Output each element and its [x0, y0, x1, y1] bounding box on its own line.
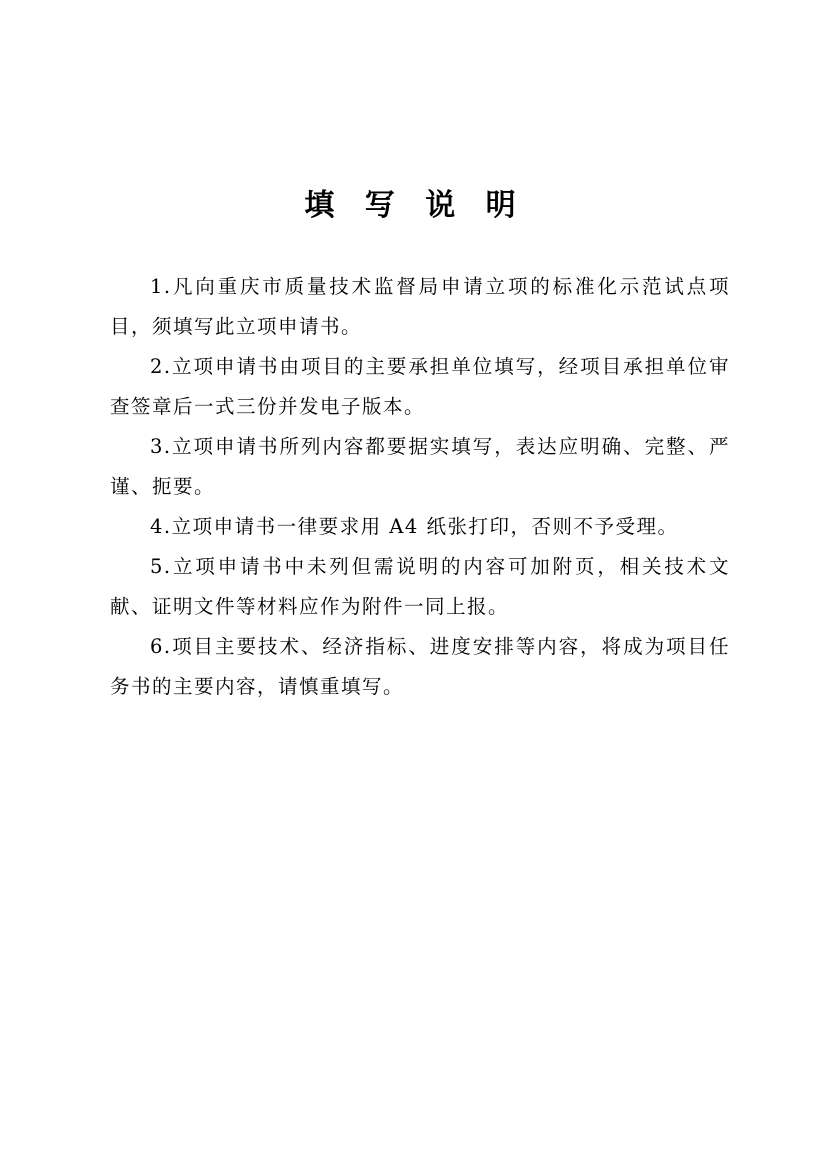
page-title: 填 写 说 明: [304, 188, 526, 223]
instruction-paragraph-6: 6.项目主要技术、经济指标、进度安排等内容，将成为项目任务书的主要内容，请慎重填写。: [110, 635, 730, 698]
instruction-paragraph-5: 5.立项申请书中未列但需说明的内容可加附页，相关技术文献、证明文件等材料应作为附件一同上报。: [110, 555, 730, 618]
instructions-body: [110, 267, 730, 707]
instruction-paragraph-1: 1.凡向重庆市质量技术监督局申请立项的标准化示范试点项目，须填写此立项申请书。: [110, 275, 730, 338]
instruction-paragraph-2: 2.立项申请书由项目的主要承担单位填写，经项目承担单位审查签章后一式三份并发电子版本。: [110, 355, 730, 418]
instruction-paragraph-3: 3.立项申请书所列内容都要据实填写，表达应明确、完整、严谨、扼要。: [110, 435, 730, 498]
instruction-paragraph-4: 4.立项申请书一律要求用 A4 纸张打印，否则不予受理。: [150, 515, 679, 538]
